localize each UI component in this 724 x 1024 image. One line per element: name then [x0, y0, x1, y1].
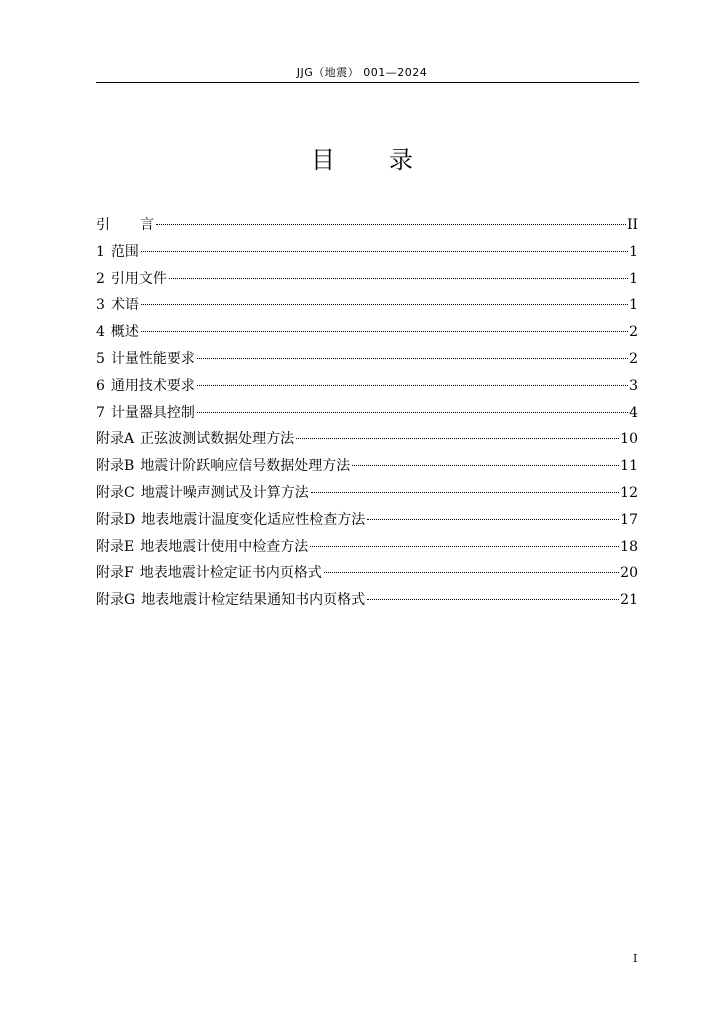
toc-entry-label	[96, 507, 365, 534]
toc-entry-title: 概述	[110, 324, 139, 341]
leader-dots	[352, 465, 619, 466]
toc-entry-3[interactable]	[96, 292, 638, 319]
toc-entry-page: 1	[629, 270, 638, 287]
leader-dots	[169, 278, 628, 279]
table-of-contents	[96, 212, 638, 614]
toc-entry-page: 4	[629, 404, 638, 421]
toc-entry-page: 2	[629, 324, 638, 341]
toc-entry-page: 11	[620, 458, 638, 475]
toc-entry-page: II	[626, 217, 638, 233]
toc-entry-label	[96, 319, 139, 346]
page-title	[0, 145, 724, 175]
toc-entry-title: 术语	[110, 297, 139, 314]
toc-entry-2[interactable]	[96, 266, 638, 293]
leader-dots	[310, 546, 619, 547]
toc-entry-number: 7	[96, 404, 105, 421]
toc-entry-intro[interactable]	[96, 212, 638, 239]
toc-entry-page: 1	[629, 297, 638, 314]
toc-entry-page: 21	[620, 592, 638, 609]
toc-entry-label	[96, 266, 167, 293]
toc-entry-label	[96, 239, 139, 266]
toc-entry-label	[96, 346, 195, 373]
toc-entry-number: 附录D	[96, 511, 136, 528]
toc-entry-label	[96, 560, 322, 587]
toc-entry-label	[96, 292, 139, 319]
toc-entry-title-part2: 言	[140, 217, 154, 233]
toc-entry-appendix-c[interactable]	[96, 480, 638, 507]
leader-dots	[296, 438, 619, 439]
toc-entry-number: 附录F	[96, 565, 134, 582]
leader-dots	[141, 304, 628, 305]
toc-entry-title: 计量性能要求	[110, 350, 195, 367]
toc-entry-appendix-f[interactable]	[96, 560, 638, 587]
running-header: JJG（地震） 001—2024	[296, 66, 428, 79]
leader-dots	[197, 385, 628, 386]
leader-dots	[324, 572, 619, 573]
leader-dots	[367, 519, 619, 520]
toc-entry-title: 通用技术要求	[110, 377, 195, 394]
toc-entry-title: 正弦波测试数据处理方法	[140, 431, 295, 448]
toc-entry-title: 引用文件	[110, 270, 167, 287]
toc-entry-appendix-g[interactable]	[96, 587, 638, 614]
leader-dots	[141, 251, 628, 252]
toc-entry-number: 6	[96, 377, 105, 394]
toc-entry-label	[96, 534, 308, 561]
toc-entry-number: 附录A	[96, 431, 135, 448]
toc-entry-page: 2	[629, 350, 638, 367]
toc-entry-title: 地表地震计温度变化适应性检查方法	[141, 511, 366, 528]
toc-entry-page: 10	[620, 431, 638, 448]
leader-dots	[156, 224, 626, 225]
toc-entry-4[interactable]	[96, 319, 638, 346]
toc-entry-appendix-e[interactable]	[96, 534, 638, 561]
toc-entry-number: 2	[96, 270, 105, 287]
toc-entry-page: 17	[620, 511, 638, 528]
toc-entry-number: 3	[96, 297, 105, 314]
title-char-2: 录	[389, 146, 413, 174]
toc-entry-label	[96, 587, 365, 614]
toc-entry-title-part1: 引	[96, 217, 110, 233]
leader-dots	[311, 492, 619, 493]
toc-entry-number: 5	[96, 350, 105, 367]
toc-entry-page: 20	[620, 565, 638, 582]
toc-entry-number: 4	[96, 324, 105, 341]
leader-dots	[367, 599, 619, 600]
toc-entry-number: 附录B	[96, 458, 135, 475]
toc-entry-title: 地表地震计检定证书内页格式	[139, 565, 322, 582]
toc-entry-5[interactable]	[96, 346, 638, 373]
toc-entry-page: 12	[620, 484, 638, 501]
toc-entry-title: 计量器具控制	[110, 404, 195, 421]
toc-entry-title: 地震计噪声测试及计算方法	[140, 484, 309, 501]
toc-entry-1[interactable]	[96, 239, 638, 266]
header-rule	[96, 82, 639, 83]
toc-entry-label	[96, 212, 154, 239]
toc-entry-label	[96, 453, 350, 480]
toc-entry-label	[96, 400, 195, 427]
leader-dots	[197, 412, 628, 413]
toc-entry-appendix-d[interactable]	[96, 507, 638, 534]
toc-entry-title: 地表地震计检定结果通知书内页格式	[141, 592, 366, 609]
toc-entry-appendix-b[interactable]	[96, 453, 638, 480]
toc-entry-title: 地表地震计使用中检查方法	[140, 538, 309, 555]
toc-entry-page: 3	[629, 377, 638, 394]
toc-entry-title: 范围	[110, 243, 139, 260]
toc-entry-label	[96, 426, 294, 453]
toc-entry-number: 附录G	[96, 592, 136, 609]
toc-entry-label	[96, 480, 309, 507]
toc-entry-title: 地震计阶跃响应信号数据处理方法	[140, 458, 351, 475]
page-folio: I	[633, 952, 638, 965]
toc-entry-page: 1	[629, 243, 638, 260]
toc-entry-6[interactable]	[96, 373, 638, 400]
leader-dots	[197, 358, 628, 359]
toc-entry-number: 附录C	[96, 484, 135, 501]
toc-entry-appendix-a[interactable]	[96, 426, 638, 453]
toc-entry-number: 1	[96, 243, 105, 260]
toc-entry-7[interactable]	[96, 400, 638, 427]
toc-entry-label	[96, 373, 195, 400]
leader-dots	[141, 331, 628, 332]
title-char-1: 目	[311, 146, 335, 174]
toc-entry-page: 18	[620, 538, 638, 555]
toc-entry-number: 附录E	[96, 538, 135, 555]
